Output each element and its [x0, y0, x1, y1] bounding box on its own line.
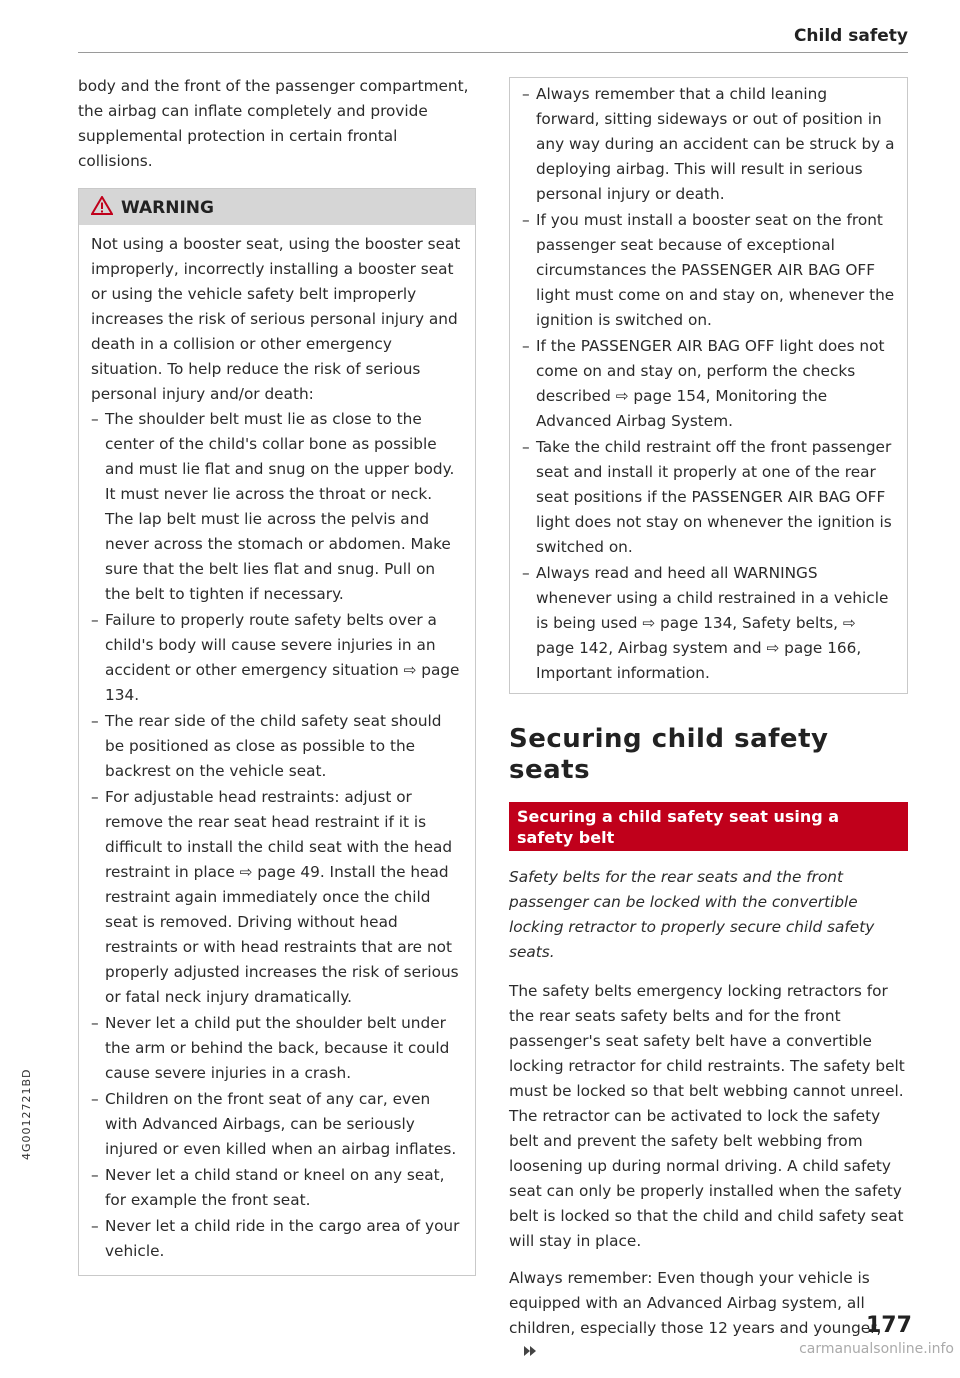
warning-item: – Always read and heed all WARNINGS whenever using a child restrained in a vehicle is being used ⇨ page 134, Safety belts, ⇨ page 142, Airbag system and ⇨ page 166, Important information.: [522, 561, 895, 686]
warning-item: – Failure to properly route safety belts over a child's body will cause severe injuries in an accident or other emergency situation ⇨ page 134.: [91, 608, 461, 708]
left-column: [78, 74, 476, 1276]
warning-item: – For adjustable head restraints: adjust or remove the rear seat head restraint if it is difficult to install the child seat with the head restraint in place ⇨ page 49. Install the head restraint again immediately once the child seat is removed. Driving without head restraints or with head restraints that are not properly adjusted increases the risk of serious or fatal neck injury dramatically.: [91, 785, 461, 1010]
lead-paragraph: Safety belts for the rear seats and the front passenger can be locked with the convertible locking retractor to properly secure child safety seats.: [509, 868, 875, 961]
subsection-heading: Securing a child safety seat using a safety belt: [509, 802, 908, 851]
warning-box: [78, 188, 476, 1276]
intro-paragraph: body and the front of the passenger compartment, the airbag can inflate completely and provide supplemental protection in certain frontal collisions.: [78, 77, 469, 170]
warning-item: – Never let a child put the shoulder belt under the arm or behind the back, because it could cause severe injuries in a crash.: [91, 1011, 461, 1086]
warning-continuation-list: [522, 82, 895, 686]
warning-item: – Always remember that a child leaning forward, sitting sideways or out of position in any way during an accident can be struck by a deploying airbag. This will result in serious personal injury or death.: [522, 82, 895, 207]
continue-arrow-icon: [523, 1341, 537, 1366]
warning-continuation-box: [509, 77, 908, 694]
section-heading: Securing child safety seats: [509, 724, 829, 785]
footer-watermark: carmanualsonline.info: [799, 1341, 954, 1357]
warning-item: – The rear side of the child safety seat should be positioned as close as possible to the backrest on the vehicle seat.: [91, 709, 461, 784]
document-code: 4G0012721BD: [20, 1068, 33, 1160]
warning-item: – If you must install a booster seat on the front passenger seat because of exceptional circumstances the PASSENGER AIR BAG OFF light must come on and stay on, whenever the ignition is switched on.: [522, 208, 895, 333]
warning-item: – The shoulder belt must lie as close to the center of the child's collar bone as possible and must lie flat and snug on the upper body. It must never lie across the throat or neck. The lap belt must lie across the pelvis and never across the stomach or abdomen. Make sure that the belt lies flat and snug. Pull on the belt to tighten if necessary.: [91, 407, 461, 607]
warning-continuation-body: [510, 78, 907, 693]
right-column: [509, 77, 908, 1378]
continued-text: Always remember: Even though your vehicle is equipped with an Advanced Airbag system, all children, especially those 12 years and younger,: [509, 1269, 882, 1337]
warning-intro: Not using a booster seat, using the booster seat improperly, incorrectly installing a booster seat or using the vehicle safety belt improperly increases the risk of serious personal injury and death in a collision or other emergency situation. To help reduce the risk of serious personal injury and/or death:: [91, 235, 461, 403]
warning-list: [91, 407, 461, 1264]
body-paragraph: The safety belts emergency locking retractors for the rear seats safety belts and for the front passenger's seat safety belt have a convertible locking retractor for child restraints. The safety belt must be locked so that belt webbing cannot unreel. The retractor can be activated to lock the safety belt and prevent the safety belt webbing from loosening up during normal driving. A child safety seat can only be properly installed when the safety belt is locked so that the child and child safety seat will stay in place.: [509, 982, 905, 1250]
section-title: Child safety: [793, 26, 908, 46]
warning-triangle-icon: [91, 196, 113, 220]
warning-item: – Children on the front seat of any car, even with Advanced Airbags, can be seriously injured or even killed when an airbag inflates.: [91, 1087, 461, 1162]
page-number: 177: [866, 1313, 912, 1338]
warning-item: – Take the child restraint off the front passenger seat and install it properly at one of the rear seat positions if the PASSENGER AIR BAG OFF light does not stay on whenever the ignition is switched on.: [522, 435, 895, 560]
warning-item: – Never let a child ride in the cargo area of your vehicle.: [91, 1214, 461, 1264]
warning-item: – Never let a child stand or kneel on any seat, for example the front seat.: [91, 1163, 461, 1213]
warning-header: [79, 189, 475, 225]
warning-item: – If the PASSENGER AIR BAG OFF light does not come on and stay on, perform the checks described ⇨ page 154, Monitoring the Advanced Airbag System.: [522, 334, 895, 434]
warning-body: [79, 225, 475, 1275]
header-rule: [78, 52, 908, 53]
warning-title: WARNING: [121, 198, 214, 218]
